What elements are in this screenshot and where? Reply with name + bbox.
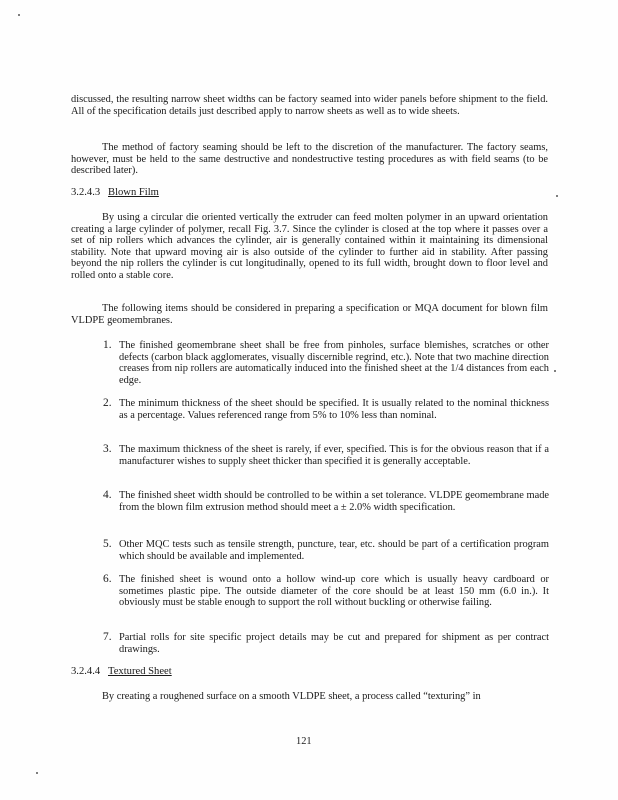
- list-item: [103, 340, 549, 386]
- list-item: [103, 632, 549, 655]
- section-title: Textured Sheet: [108, 666, 172, 677]
- paragraph-factory-seaming-method: The method of factory seaming should be left to the discretion of the manufacturer. The factory seams, however, must be held to the same destructive and nondestructive testing procedures as with field seams (to be described later).: [71, 142, 548, 177]
- list-item-text: The finished sheet width should be controlled to be within a set tolerance. VLDPE geomembrane made from the blown film extrusion method should meet a ± 2.0% width specification.: [119, 490, 549, 513]
- scan-speck: [554, 370, 556, 372]
- paragraph-textured-sheet-intro: By creating a roughened surface on a smooth VLDPE sheet, a process called “texturing” in: [102, 691, 481, 702]
- list-item-text: Partial rolls for site specific project details may be cut and prepared for shipment as per contract drawings.: [119, 632, 549, 655]
- paragraph-blown-film-items-intro: The following items should be considered in preparing a specification or MQA document for blown film VLDPE geomembranes.: [71, 303, 548, 326]
- section-number: 3.2.4.4: [71, 666, 101, 677]
- list-item: [103, 539, 549, 562]
- scan-speck: [36, 772, 38, 774]
- list-item-number: 1.: [103, 339, 112, 351]
- list-item-number: 4.: [103, 489, 112, 501]
- list-item-text: The finished sheet is wound onto a hollow wind-up core which is usually heavy cardboard or sometimes plastic pipe. The outside diameter of the core should be at least 150 mm (6.0 in.). It obviously must be stable enough to support the roll without buckling or otherwise failing.: [119, 574, 549, 609]
- list-item-text: The maximum thickness of the sheet is rarely, if ever, specified. This is for the obvious reason that if a manufacturer wishes to supply sheet thicker than specified it is generally acceptable.: [119, 444, 549, 467]
- list-item-number: 2.: [103, 397, 112, 409]
- scan-speck: [556, 195, 558, 197]
- list-item-number: 7.: [103, 631, 112, 643]
- list-item: [103, 574, 549, 609]
- section-number: 3.2.4.3: [71, 187, 101, 198]
- list-item-number: 6.: [103, 573, 112, 585]
- section-heading-textured-sheet: [71, 666, 172, 678]
- list-item: [103, 398, 549, 421]
- list-item-number: 5.: [103, 538, 112, 550]
- list-item: [103, 490, 549, 513]
- list-item-text: Other MQC tests such as tensile strength, puncture, tear, etc. should be part of a certification program which should be available and implemented.: [119, 539, 549, 562]
- section-title: Blown Film: [108, 187, 159, 198]
- section-heading-blown-film: [71, 187, 159, 199]
- paragraph-factory-seaming-intro: discussed, the resulting narrow sheet widths can be factory seamed into wider panels before shipment to the field. All of the specification details just described apply to narrow sheets as well as to wide sheets.: [71, 94, 548, 117]
- paragraph-blown-film-process: By using a circular die oriented vertically the extruder can feed molten polymer in an upward orientation creating a large cylinder of polymer, recall Fig. 3.7. Since the cylinder is closed at the top where it passes over a set of nip rollers which advances the cylinder, air is generally contained within it maintaining its dimensional stability. Note that upward moving air is also outside of the cylinder to further aid in stability. After passing beyond the nip rollers the cylinder is cut longitudinally, opened to its full width, brought down to floor level and rolled onto a stable core.: [71, 212, 548, 281]
- list-item-number: 3.: [103, 443, 112, 455]
- list-item: [103, 444, 549, 467]
- list-item-text: The finished geomembrane sheet shall be free from pinholes, surface blemishes, scratches or other defects (carbon black agglomerates, visually discernible regrind, etc.). Note that two machine direction creases from nip rollers are automatically induced into the finished sheet at the 1/4 distances from each edge.: [119, 340, 549, 386]
- scan-speck: [18, 14, 20, 16]
- page-number: 121: [296, 736, 312, 747]
- list-item-text: The minimum thickness of the sheet should be specified. It is usually related to the nominal thickness as a percentage. Values referenced range from 5% to 10% less than nominal.: [119, 398, 549, 421]
